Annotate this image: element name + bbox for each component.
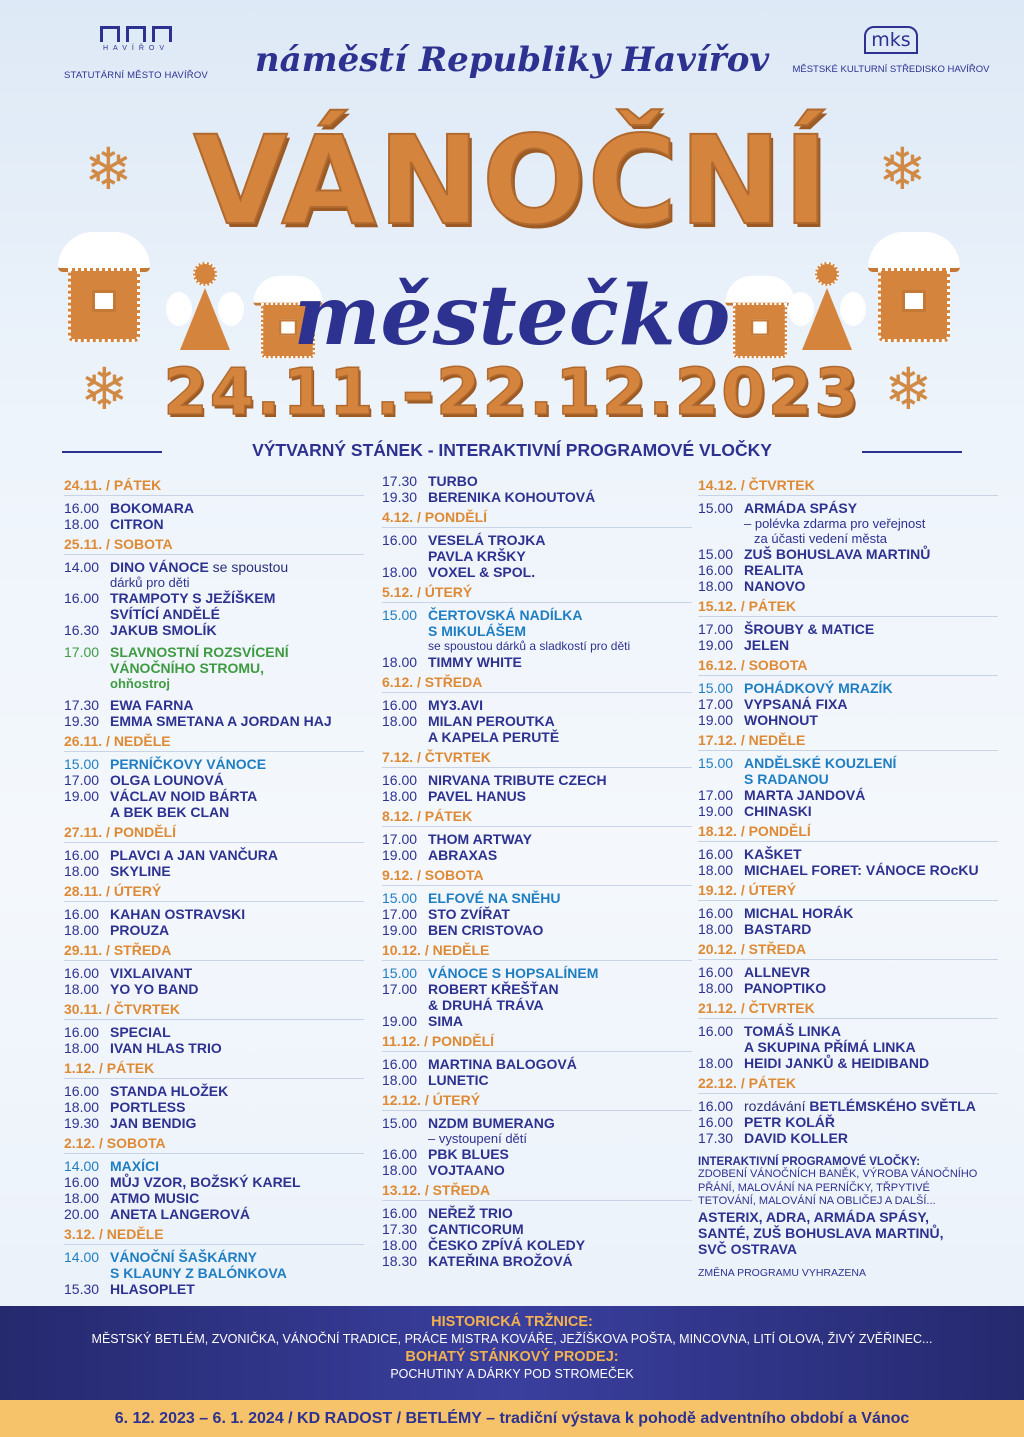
- event: 16.00 STANDA HLOŽEK: [64, 1083, 229, 1099]
- snowflake-icon: ❄: [884, 355, 933, 423]
- event: 18.00 PROUZA: [64, 922, 170, 938]
- event: 16.00 TOMÁŠ LINKA: [698, 1023, 841, 1039]
- event: 18.00 PAVEL HANUS: [382, 788, 527, 804]
- day-heading: 8.12. / PÁTEK: [382, 806, 692, 827]
- event: 14.00 VÁNOČNÍ ŠAŠKÁRNY: [64, 1249, 258, 1265]
- event: 19.00 SIMA: [382, 1013, 463, 1029]
- event: 16.00 VIXLAIVANT: [64, 965, 193, 981]
- event-note: se spoustou dárků a sladkostí pro děti: [428, 639, 631, 653]
- event: 15.00 ZUŠ BOHUSLAVA MARTINŮ: [698, 546, 931, 562]
- event: VÁNOČNÍHO STROMU,: [110, 660, 264, 676]
- event: 18.00 VOXEL & SPOL.: [382, 564, 536, 580]
- event: 17.00 VYPSANÁ FIXA: [698, 696, 848, 712]
- snowflake-icon: ❄: [878, 135, 927, 203]
- footer-banner: [0, 1306, 1024, 1400]
- day-heading: 11.12. / PONDĚLÍ: [382, 1031, 692, 1052]
- footer-text: POCHUTINY A DÁRKY POD STROMEČEK: [390, 1367, 634, 1381]
- day-heading: 1.12. / PÁTEK: [64, 1058, 364, 1079]
- bottom-strip: 6. 12. 2023 – 6. 1. 2024 / KD RADOST / BETLÉMY – tradiční výstava k pohodě adventního období a Vánoc: [0, 1400, 1024, 1437]
- event: 15.00 ČERTOVSKÁ NADÍLKA: [382, 607, 583, 623]
- event: 18.00 NANOVO: [698, 578, 806, 594]
- day-heading: 19.12. / ÚTERÝ: [698, 880, 998, 901]
- day-heading: 9.12. / SOBOTA: [382, 865, 692, 886]
- day-heading: 21.12. / ČTVRTEK: [698, 998, 998, 1019]
- event: 17.00 ŠROUBY & MATICE: [698, 621, 875, 637]
- event: 16.00 PBK BLUES: [382, 1146, 509, 1162]
- event: 18.00 MICHAEL FORET: VÁNOCE ROcKU: [698, 862, 979, 878]
- interactive-text: PŘÁNÍ, MALOVÁNÍ NA PERNÍČKY, TŘPYTIVÉ: [698, 1181, 930, 1194]
- event-note: – vystoupení dětí: [428, 1131, 528, 1146]
- snowflake-icon: ❄: [80, 355, 129, 423]
- event: 16.00 MICHAL HORÁK: [698, 905, 854, 921]
- event: 20.00 ANETA LANGEROVÁ: [64, 1206, 250, 1222]
- event: 17.30 DAVID KOLLER: [698, 1130, 848, 1146]
- event: 18.00 SKYLINE: [64, 863, 171, 879]
- event: 18.00 HEIDI JANKŮ & HEIDIBAND: [698, 1055, 930, 1071]
- date-range: 24.11.–22.12.2023: [163, 356, 861, 430]
- event: A KAPELA PERUTĚ: [428, 729, 560, 745]
- event: 19.00 VÁCLAV NOID BÁRTA: [64, 788, 258, 804]
- day-heading: 24.11. / PÁTEK: [64, 475, 364, 496]
- event: 15.00 POHÁDKOVÝ MRAZÍK: [698, 680, 893, 696]
- event: S MIKULÁŠEM: [428, 623, 526, 639]
- event: 18.00 TIMMY WHITE: [382, 654, 522, 670]
- event: 19.00 WOHNOUT: [698, 712, 818, 728]
- event: 16.00 SPECIAL: [64, 1024, 171, 1040]
- event: 17.30 CANTICORUM: [382, 1221, 524, 1237]
- day-heading: 20.12. / STŘEDA: [698, 939, 998, 960]
- snowflake-icon: ❄: [84, 135, 133, 203]
- place-heading: náměstí Republiky Havířov: [254, 40, 770, 80]
- event: 14.00 DINO VÁNOCE se spoustou: [64, 559, 289, 575]
- section-title: VÝTVARNÝ STÁNEK - INTERAKTIVNÍ PROGRAMOVÉ VLOČKY: [252, 440, 772, 460]
- day-heading: 7.12. / ČTVRTEK: [382, 747, 692, 768]
- day-heading: 18.12. / PONDĚLÍ: [698, 821, 998, 842]
- interactive-text: ZDOBENÍ VÁNOČNÍCH BANĚK, VÝROBA VÁNOČNÍHO: [698, 1168, 978, 1180]
- event: 15.00 ELFOVÉ NA SNĚHU: [382, 890, 561, 906]
- mks-logo-label: MĚSTSKÉ KULTURNÍ STŘEDISKO HAVÍŘOV: [792, 64, 990, 75]
- event: 16.30 JAKUB SMOLÍK: [64, 622, 217, 638]
- event: 19.30 JAN BENDIG: [64, 1115, 197, 1131]
- program-change-note: ZMĚNA PROGRAMU VYHRAZENA: [698, 1266, 867, 1279]
- event: 17.00 SLAVNOSTNÍ ROZSVÍCENÍ: [64, 644, 289, 660]
- event: S KLAUNY Z BALÓNKOVA: [110, 1265, 287, 1281]
- event: SVÍTÍCÍ ANDĚLÉ: [110, 606, 220, 622]
- day-heading: 30.11. / ČTVRTEK: [64, 999, 364, 1020]
- interactive-partners: SANTÉ, ZUŠ BOHUSLAVA MARTINŮ,: [698, 1224, 944, 1241]
- event: A BEK BEK CLAN: [110, 804, 230, 820]
- event: 18.00 ATMO MUSIC: [64, 1190, 200, 1206]
- event: 15.30 HLASOPLET: [64, 1281, 195, 1297]
- event: A SKUPINA PŘÍMÁ LINKA: [744, 1039, 916, 1055]
- event: 15.00 PERNÍČKOVY VÁNOCE: [64, 756, 267, 772]
- footer-text: MĚSTSKÝ BETLÉM, ZVONIČKA, VÁNOČNÍ TRADICE, PRÁCE MISTRA KOVÁŘE, JEŽÍŠKOVA POŠTA, MINCOVNA, LITÍ OLOVA, ŽIVÝ ZVĚŘINEC...: [91, 1332, 933, 1346]
- program-column-1: [64, 473, 364, 1297]
- interactive-partners: ASTERIX, ADRA, ARMÁDA SPÁSY,: [698, 1208, 930, 1225]
- day-heading: 15.12. / PÁTEK: [698, 596, 998, 617]
- program-column-3: [698, 473, 998, 1279]
- event: 18.00 IVAN HLAS TRIO: [64, 1040, 222, 1056]
- day-heading: 27.11. / PONDĚLÍ: [64, 822, 364, 843]
- event: 17.00 OLGA LOUNOVÁ: [64, 772, 224, 788]
- event: 18.00 VOJTAANO: [382, 1162, 505, 1178]
- day-heading: 4.12. / PONDĚLÍ: [382, 507, 692, 528]
- event: PAVLA KRŠKY: [428, 548, 526, 564]
- event: 16.00 BOKOMARA: [64, 500, 194, 516]
- event: 16.00 NIRVANA TRIBUTE CZECH: [382, 772, 607, 788]
- event: S RADANOU: [744, 771, 829, 787]
- event: 19.30 EMMA SMETANA A JORDAN HAJ: [64, 713, 332, 729]
- event: 16.00 MARTINA BALOGOVÁ: [382, 1056, 577, 1072]
- day-heading: 12.12. / ÚTERÝ: [382, 1090, 692, 1111]
- event: 17.00 THOM ARTWAY: [382, 831, 532, 847]
- event: 16.00 PETR KOLÁŘ: [698, 1114, 835, 1130]
- event: 16.00 REALITA: [698, 562, 804, 578]
- day-heading: 17.12. / NEDĚLE: [698, 730, 998, 751]
- event: 16.00 VESELÁ TROJKA: [382, 532, 546, 548]
- event: 19.00 JELEN: [698, 637, 790, 653]
- event: 14.00 MAXÍCI: [64, 1158, 159, 1174]
- day-heading: 29.11. / STŘEDA: [64, 940, 364, 961]
- day-heading: 2.12. / SOBOTA: [64, 1133, 364, 1154]
- day-heading: 6.12. / STŘEDA: [382, 672, 692, 693]
- event: 18.00 PANOPTIKO: [698, 980, 827, 996]
- day-heading: 16.12. / SOBOTA: [698, 655, 998, 676]
- event: 18.00 MILAN PEROUTKA: [382, 713, 555, 729]
- event: 16.00 KAHAN OSTRAVSKI: [64, 906, 246, 922]
- event: 17.00 STO ZVÍŘAT: [382, 906, 510, 922]
- event: 16.00 ALLNEVR: [698, 964, 811, 980]
- event: 18.00 YO YO BAND: [64, 981, 199, 997]
- footer-heading: BOHATÝ STÁNKOVÝ PRODEJ:: [405, 1349, 619, 1365]
- event: 16.00 KAŠKET: [698, 846, 802, 862]
- day-heading: 25.11. / SOBOTA: [64, 534, 364, 555]
- day-heading: 14.12. / ČTVRTEK: [698, 475, 998, 496]
- event: 19.00 CHINASKI: [698, 803, 812, 819]
- day-heading: 3.12. / NEDĚLE: [64, 1224, 364, 1245]
- event-note: ohňostroj: [110, 676, 170, 691]
- day-heading: 5.12. / ÚTERÝ: [382, 582, 692, 603]
- event: 16.00 TRAMPOTY S JEŽÍŠKEM: [64, 590, 276, 606]
- event: 17.30 EWA FARNA: [64, 697, 194, 713]
- event: 15.00 ANDĚLSKÉ KOUZLENÍ: [698, 755, 897, 771]
- event: 18.00 PORTLESS: [64, 1099, 186, 1115]
- program-column-2: [382, 473, 692, 1269]
- event: 17.00 ROBERT KŘEŠŤAN: [382, 981, 559, 997]
- main-title: VÁNOČNÍ: [193, 110, 831, 252]
- interactive-text: TETOVÁNÍ, MALOVÁNÍ NA OBLIČEJ A DALŠÍ...: [698, 1195, 936, 1207]
- interactive-heading: INTERAKTIVNÍ PROGRAMOVÉ VLOČKY:: [698, 1156, 921, 1168]
- interactive-partners: SVČ OSTRAVA: [698, 1240, 798, 1257]
- event-note: – polévka zdarma pro veřejnost: [744, 516, 926, 531]
- event: 16.00 MŮJ VZOR, BOŽSKÝ KAREL: [64, 1174, 301, 1190]
- event: 19.00 ABRAXAS: [382, 847, 498, 863]
- mks-logo-mark: mks: [864, 26, 917, 54]
- day-heading: 13.12. / STŘEDA: [382, 1180, 692, 1201]
- event: 17.30 TURBO: [382, 473, 478, 489]
- event: 15.00 NZDM BUMERANG: [382, 1115, 555, 1131]
- day-heading: 26.11. / NEDĚLE: [64, 731, 364, 752]
- event: 16.00 PLAVCI A JAN VANČURA: [64, 847, 279, 863]
- event: 15.00 VÁNOCE S HOPSALÍNEM: [382, 965, 599, 981]
- city-logo-label: STATUTÁRNÍ MĚSTO HAVÍŘOV: [64, 70, 208, 81]
- event: 16.00 rozdávání BETLÉMSKÉHO SVĚTLA: [698, 1098, 976, 1114]
- event: 18.00 ČESKO ZPÍVÁ KOLEDY: [382, 1237, 586, 1253]
- day-heading: 22.12. / PÁTEK: [698, 1073, 998, 1094]
- day-heading: 28.11. / ÚTERÝ: [64, 881, 364, 902]
- day-heading: 10.12. / NEDĚLE: [382, 940, 692, 961]
- event: 19.30 BERENIKA KOHOUTOVÁ: [382, 489, 596, 505]
- event: 17.00 MARTA JANDOVÁ: [698, 787, 866, 803]
- event: 16.00 NEŘEŽ TRIO: [382, 1205, 513, 1221]
- event: 15.00 ARMÁDA SPÁSY: [698, 500, 858, 516]
- event: 19.00 BEN CRISTOVAO: [382, 922, 544, 938]
- footer-heading: HISTORICKÁ TRŽNICE:: [431, 1314, 593, 1330]
- subtitle: městečko: [293, 268, 731, 364]
- event: 18.00 CITRON: [64, 516, 164, 532]
- event: 16.00 MY3.AVI: [382, 697, 483, 713]
- event-note: za účasti vedení města: [754, 531, 887, 546]
- event: 18.30 KATEŘINA BROŽOVÁ: [382, 1253, 573, 1269]
- event: & DRUHÁ TRÁVA: [428, 997, 544, 1013]
- event: 18.00 LUNETIC: [382, 1072, 489, 1088]
- city-logo-small: HAVÍŘOV: [103, 45, 169, 52]
- event-note: dárků pro děti: [110, 575, 190, 590]
- event: 18.00 BASTARD: [698, 921, 812, 937]
